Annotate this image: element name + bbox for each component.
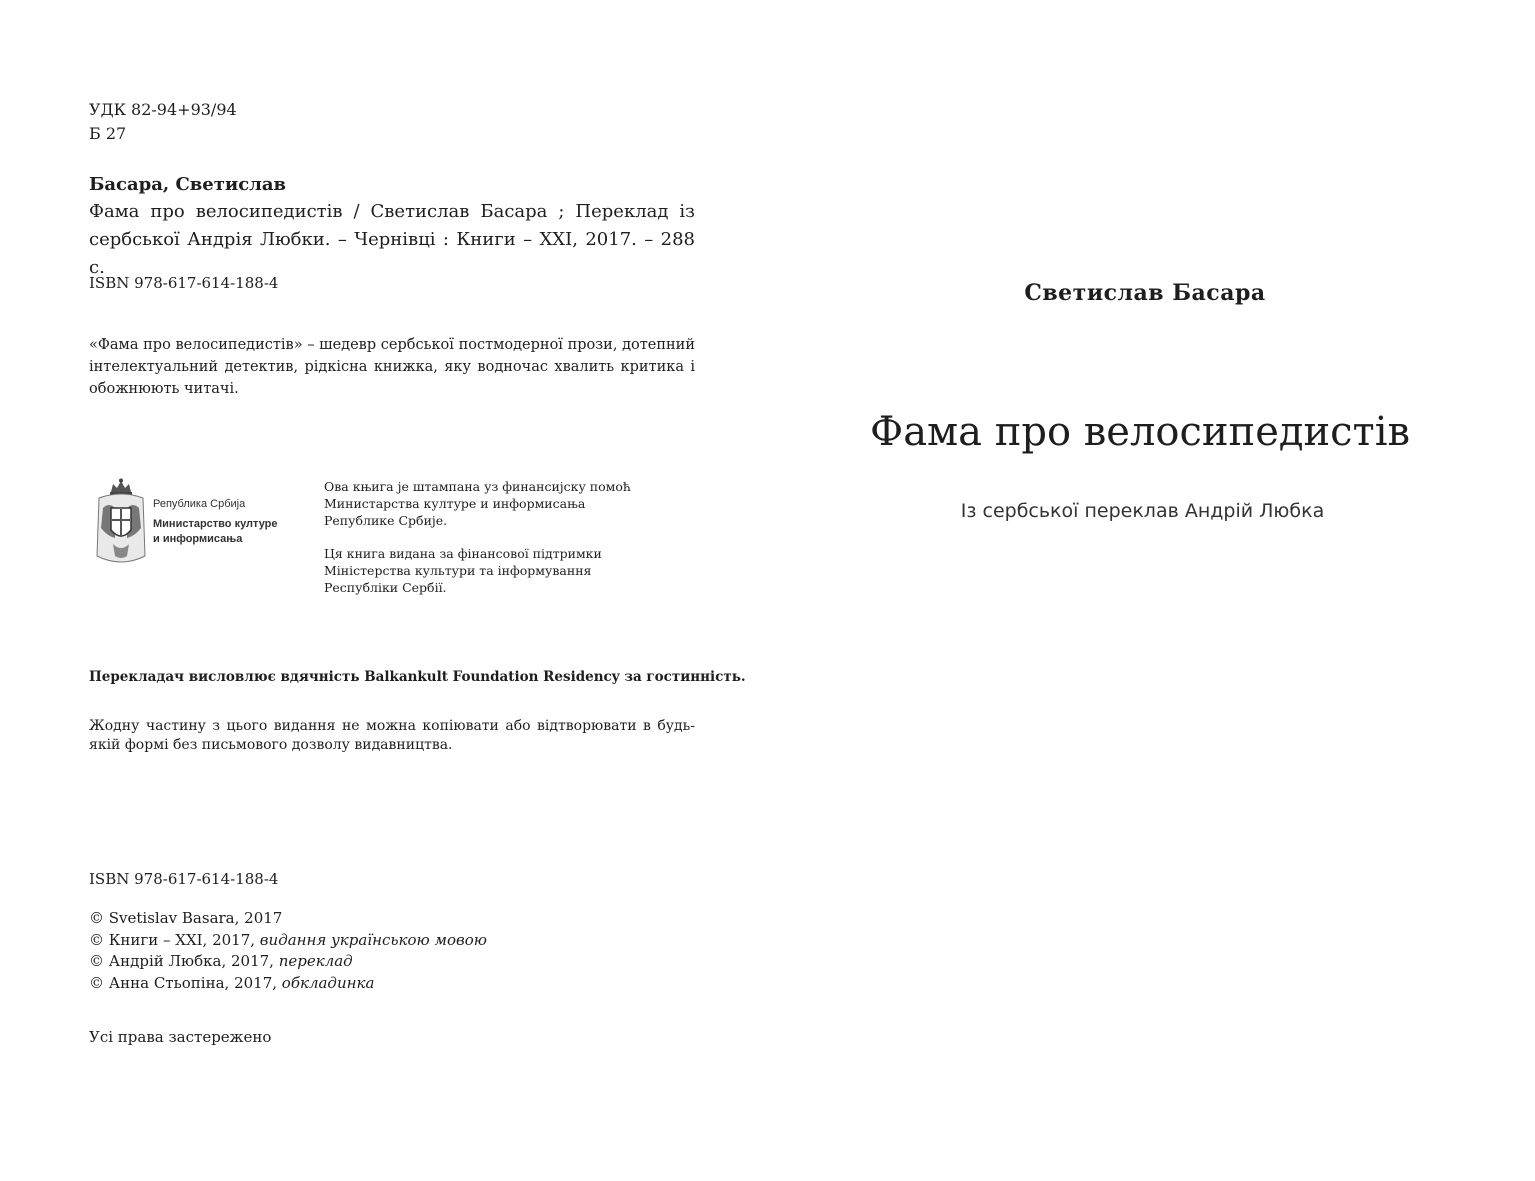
- ministry-logo: [93, 478, 303, 570]
- support-gap: [324, 529, 664, 545]
- logo-ministry-line-1: Министарство културе: [153, 518, 278, 530]
- support-serbian-line-2: Министарства културе и информисања: [324, 496, 586, 511]
- catalog-entry: [89, 171, 695, 282]
- copyright-note: обкладинка: [281, 973, 375, 992]
- logo-ministry-label: [153, 517, 278, 547]
- catalog-line-1: Фама про велосипедистів / Светислав Басара ; Переклад із: [89, 201, 695, 222]
- copyright-line: [89, 951, 589, 973]
- copyright-holder: © Андрій Любка, 2017,: [89, 952, 279, 970]
- isbn-bottom: ISBN 978-617-614-188-4: [89, 870, 279, 888]
- copyright-line: [89, 930, 589, 952]
- support-ukrainian-line-3: Республіки Сербії.: [324, 580, 447, 595]
- serbian-coat-of-arms-icon: [93, 478, 149, 570]
- udk-block: [89, 98, 489, 146]
- copyright-line: [89, 908, 589, 930]
- copyright-note: переклад: [278, 952, 353, 970]
- translation-credit: Із сербської переклав Андрій Любка: [960, 500, 1325, 522]
- book-title: Фама про велосипедистів: [870, 409, 1410, 455]
- bbk-code: Б 27: [89, 124, 127, 143]
- rights-notice: Жодну частину з цього видання не можна копіювати або відтворювати в будь-якій формі без письмового дозволу видавництва.: [89, 718, 695, 753]
- support-ukrainian-line-1: Ця книга видана за фінансової підтримки: [324, 546, 602, 561]
- isbn-top: ISBN 978-617-614-188-4: [89, 274, 279, 292]
- translator-thanks: Перекладач висловлює вдячність Balkankult Foundation Residency за гостинність.: [89, 669, 746, 685]
- copyright-holder: © Книги – ХХІ, 2017,: [89, 930, 260, 949]
- catalog-description: [89, 198, 695, 282]
- support-notice: [324, 478, 664, 596]
- support-ukrainian-line-2: Міністерства культури та інформування: [324, 563, 592, 578]
- catalog-line-2: сербської Андрія Любки. – Чернівці : Книги – ХХІ, 2017. – 288 с.: [89, 229, 695, 278]
- copyright-list: [89, 908, 589, 994]
- catalog-author: Басара, Светислав: [89, 174, 287, 195]
- copyright-line: [89, 973, 589, 995]
- support-serbian-line-1: Ова књига је штампана уз финансијску помоћ: [324, 479, 631, 494]
- logo-republic-label: Република Србија: [153, 498, 246, 510]
- logo-ministry-line-2: и информисања: [153, 533, 243, 545]
- udk-code: УДК 82-94+93/94: [89, 100, 237, 119]
- book-author: Светислав Басара: [1024, 280, 1266, 306]
- support-serbian-line-3: Републике Србије.: [324, 513, 448, 528]
- annotation: «Фама про велосипедистів» – шедевр сербської постмодерної прози, дотепний інтелектуальний детектив, рідкісна книжка, яку водночас хвалить критика і обожнюють читачі.: [89, 337, 695, 397]
- copyright-holder: © Svetislav Basara, 2017: [89, 909, 283, 927]
- all-rights-reserved: Усі права застережено: [89, 1028, 272, 1046]
- copyright-note: видання українською мовою: [259, 930, 487, 949]
- copyright-holder: © Анна Стьопіна, 2017,: [89, 973, 282, 992]
